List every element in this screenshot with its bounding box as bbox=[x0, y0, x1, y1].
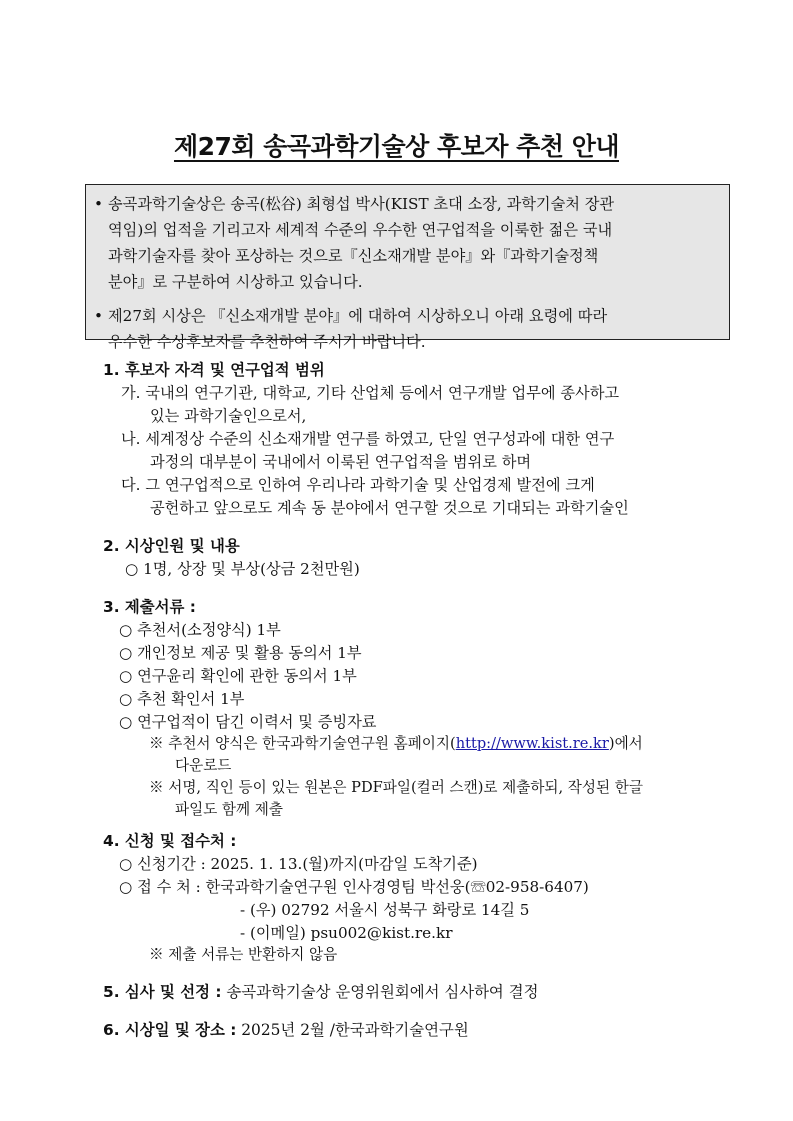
document-list-item: ○ 연구업적이 담긴 이력서 및 증빙자료 bbox=[119, 713, 377, 731]
section-3-heading: 3. 제출서류 : bbox=[103, 598, 196, 616]
return-note: ※ 제출 서류는 반환하지 않음 bbox=[149, 946, 338, 963]
section-4-heading: 4. 신청 및 접수처 : bbox=[103, 832, 237, 850]
bullet-icon: • bbox=[94, 195, 103, 213]
section-5-text: 송곡과학기술상 운영위원회에서 심사하여 결정 bbox=[226, 983, 539, 1001]
section-1-item-na: 나. 세계정상 수준의 신소재개발 연구를 하였고, 단일 연구성과에 대한 연구 bbox=[121, 430, 615, 448]
section-1-item-ga-cont: 있는 과학기술인으로서, bbox=[150, 407, 307, 425]
kist-homepage-link[interactable]: http://www.kist.re.kr bbox=[455, 735, 609, 752]
note-pdf-cont: 파일도 함께 제출 bbox=[175, 801, 283, 818]
section-5-heading: 5. 심사 및 선정 : bbox=[103, 983, 222, 1001]
note-download: ※ 추천서 양식은 한국과학기술연구원 홈페이지(http://www.kist.re.kr)에서 bbox=[149, 735, 643, 752]
section-6-text: 2025년 2월 /한국과학기술연구원 bbox=[241, 1021, 469, 1039]
section-5 bbox=[103, 981, 538, 1003]
section-6 bbox=[103, 1019, 469, 1041]
document-list-item: ○ 추천서(소정양식) 1부 bbox=[119, 621, 281, 639]
section-1-item-na-cont: 과정의 대부분이 국내에서 이룩된 연구업적을 범위로 하며 bbox=[150, 453, 532, 471]
intro-line: • 송곡과학기술상은 송곡(松谷) 최형섭 박사(KIST 초대 소장, 과학기술처 장관 bbox=[94, 191, 719, 217]
postal-address: - (우) 02792 서울시 성북구 화랑로 14길 5 bbox=[240, 901, 530, 919]
note-download-cont: 다운로드 bbox=[175, 757, 232, 774]
intro-line: 과학기술자를 찾아 포상하는 것으로『신소재개발 분야』와『과학기술정책 bbox=[108, 247, 599, 265]
page-title: 제27회 송곡과학기술상 후보자 추천 안내 bbox=[173, 132, 619, 161]
section-1-heading: 1. 후보자 자격 및 연구업적 범위 bbox=[103, 361, 325, 379]
application-period: ○ 신청기간 : 2025. 1. 13.(월)까지(마감일 도착기준) bbox=[119, 855, 478, 873]
section-1-item-da-cont: 공헌하고 앞으로도 계속 동 분야에서 연구할 것으로 기대되는 과학기술인 bbox=[150, 499, 629, 517]
intro-line: • 제27회 시상은 『신소재개발 분야』에 대하여 시상하오니 아래 요령에 따라 bbox=[94, 303, 719, 329]
note-pdf: ※ 서명, 직인 등이 있는 원본은 PDF파일(컬러 스캔)로 제출하되, 작성된 한글 bbox=[149, 779, 643, 796]
section-2-item: ○ 1명, 상장 및 부상(상금 2천만원) bbox=[125, 560, 360, 578]
section-6-heading: 6. 시상일 및 장소 : bbox=[103, 1021, 237, 1039]
document-list-item: ○ 추천 확인서 1부 bbox=[119, 690, 245, 708]
section-1-item-ga: 가. 국내의 연구기관, 대학교, 기타 산업체 등에서 연구개발 업무에 종사하고 bbox=[121, 384, 620, 402]
section-1-item-da: 다. 그 연구업적으로 인하여 우리나라 과학기술 및 산업경제 발전에 크게 bbox=[121, 476, 595, 494]
intro-paragraph-1 bbox=[94, 191, 719, 295]
section-2-heading: 2. 시상인원 및 내용 bbox=[103, 537, 240, 555]
document-list-item: ○ 개인정보 제공 및 활용 동의서 1부 bbox=[119, 644, 362, 662]
intro-paragraph-2 bbox=[94, 303, 719, 355]
submission-office: ○ 접 수 처 : 한국과학기술연구원 인사경영팀 박선웅(☏02-958-6407) bbox=[119, 878, 589, 896]
intro-line: 분야』로 구분하여 시상하고 있습니다. bbox=[108, 273, 363, 291]
bullet-icon: • bbox=[94, 307, 103, 325]
intro-line: 역임)의 업적을 기리고자 세계적 수준의 우수한 연구업적을 이룩한 젊은 국내 bbox=[108, 221, 613, 239]
document-list-item: ○ 연구윤리 확인에 관한 동의서 1부 bbox=[119, 667, 357, 685]
intro-line: 우수한 수상후보자를 추천하여 주시기 바랍니다. bbox=[108, 333, 426, 351]
contact-email: - (이메일) psu002@kist.re.kr bbox=[240, 924, 453, 942]
intro-box bbox=[85, 184, 730, 351]
